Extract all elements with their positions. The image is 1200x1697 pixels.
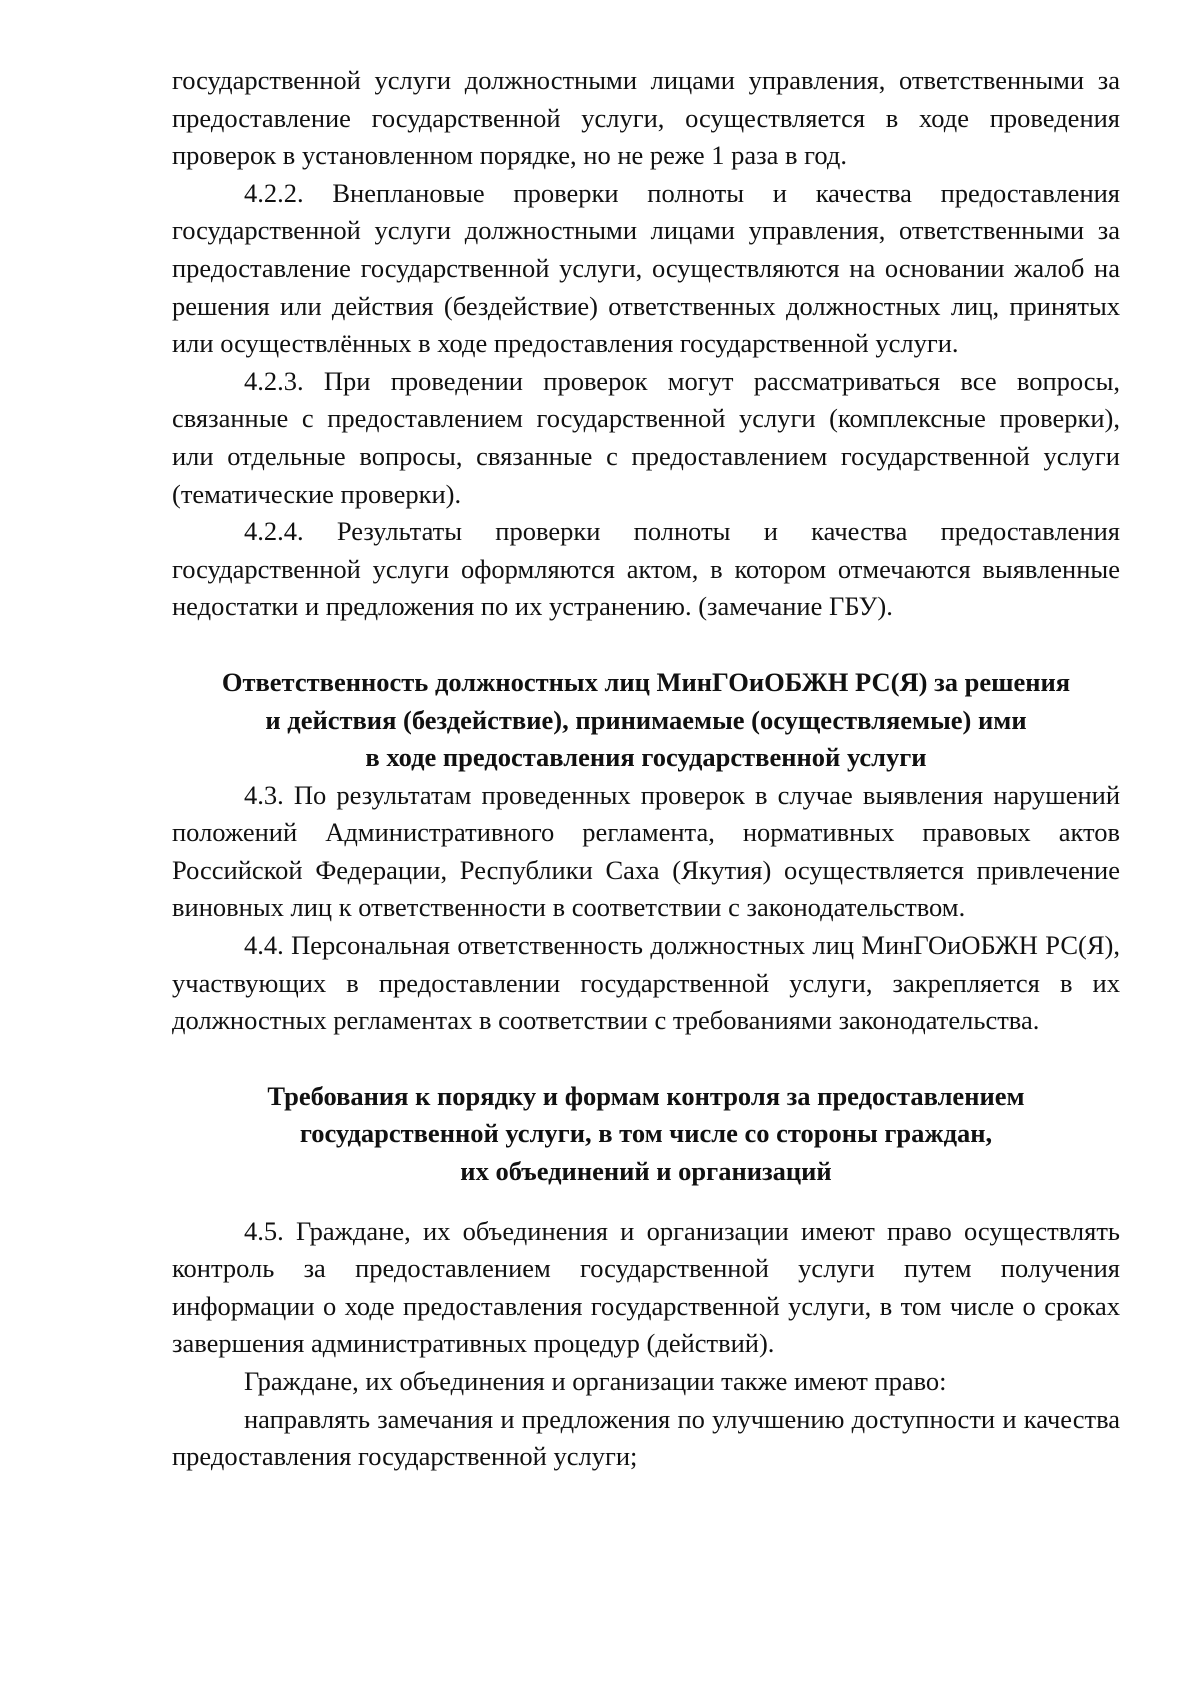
document-page [172, 62, 1120, 1476]
heading-line: Ответственность должностных лиц МинГОиОБЖН РС(Я) за решения [221, 666, 1071, 697]
section-heading-responsibility [172, 664, 1120, 777]
paragraph-citizens-rights: Граждане, их объединения и организации также имеют право: [244, 1366, 947, 1396]
paragraph-4-2-4: 4.2.4. Результаты проверки полноты и качества предоставления государственной услуги оформляются актом, в котором отмечаются выявленные недостатки и предложения по их устранению. (замечание ГБУ). [172, 516, 1120, 622]
heading-line: и действия (бездействие), принимаемые (осуществляемые) ими [265, 704, 1027, 735]
heading-line: Требования к порядку и формам контроля за предоставлением [267, 1080, 1025, 1111]
paragraph-send-remarks: направлять замечания и предложения по улучшению доступности и качества предоставления государственной услуги; [172, 1403, 1120, 1472]
paragraph-4-2-2: 4.2.2. Внеплановые проверки полноты и качества предоставления государственной услуги должностными лицами управления, ответственными за предоставление государственной услуги, осуществляются на основании жалоб на решения или действия (бездействие) ответственных должностных лиц, принятых или осуществлённых в ходе предоставления государственной услуги. [172, 177, 1120, 359]
paragraph-continuation: государственной услуги должностными лицами управления, ответственными за предоставление государственной услуги, осуществляется в ходе проведения проверок в установленном порядке, но не реже 1 раза в год. [172, 65, 1120, 171]
paragraph-4-3: 4.3. По результатам проведенных проверок в случае выявления нарушений положений Административного регламента, нормативных правовых актов Российской Федерации, Республики Саха (Якутия) осуществляется привлечение виновных лиц к ответственности в соответствии с законодательством. [172, 779, 1120, 923]
paragraph-4-5: 4.5. Граждане, их объединения и организации имеют право осуществлять контроль за предоставлением государственной услуги путем получения информации о ходе предоставления государственной услуги, в том числе о сроках завершения административных процедур (действий). [172, 1215, 1120, 1359]
section-heading-control-requirements [172, 1078, 1120, 1191]
spacer [172, 1191, 1120, 1213]
heading-line: государственной услуги, в том числе со стороны граждан, [299, 1118, 993, 1149]
spacer [172, 626, 1120, 664]
paragraph-4-2-3: 4.2.3. При проведении проверок могут рассматриваться все вопросы, связанные с предоставлением государственной услуги (комплексные проверки), или отдельные вопросы, связанные с предоставлением государственной услуги (тематические проверки). [172, 365, 1120, 509]
heading-line: в ходе предоставления государственной услуги [365, 742, 927, 773]
heading-line: их объединений и организаций [460, 1156, 832, 1187]
spacer [172, 1040, 1120, 1078]
paragraph-4-4: 4.4. Персональная ответственность должностных лиц МинГОиОБЖН РС(Я), участвующих в предоставлении государственной услуги, закрепляется в их должностных регламентах в соответствии с требованиями законодательства. [172, 930, 1120, 1036]
